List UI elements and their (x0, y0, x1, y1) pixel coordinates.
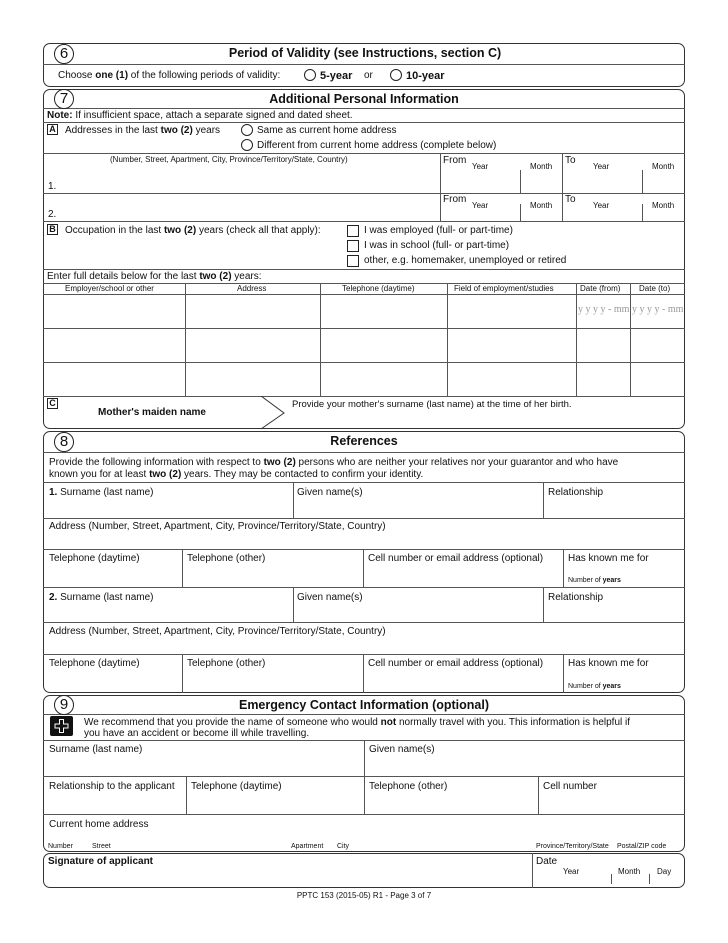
letter-a: A (47, 124, 58, 135)
emergency-address-label: Current home address (49, 819, 149, 830)
ref2-tel-day-label: Telephone (daytime) (49, 658, 140, 669)
date-to-placeholder: y y y y - mm (632, 304, 684, 315)
ref2-relationship-label: Relationship (548, 592, 604, 603)
occupation-prompt: Occupation in the last two (2) years (check all that apply): (65, 225, 321, 236)
ref2-known-label: Has known me for (568, 658, 649, 669)
ref2-address-label: Address (Number, Street, Apartment, City, Province/Territory/State, Country) (49, 626, 386, 637)
addr-city-label: City (337, 843, 350, 850)
school-label: I was in school (full- or part-time) (364, 240, 510, 251)
page-footer: PPTC 153 (2015-05) R1 - Page 3 of 7 (296, 891, 432, 900)
different-address-label: Different from current home address (complete below) (257, 140, 497, 151)
emergency-info-line1: We recommend that you provide the name of someone who would not normally travel with you. This information is helpful if (84, 717, 631, 728)
section8-title: References (330, 434, 398, 448)
signature-input[interactable] (48, 868, 528, 886)
checkbox-employed[interactable] (347, 225, 359, 237)
col-address: Address (237, 284, 267, 293)
emergency-tel-other-label: Telephone (other) (369, 781, 448, 792)
date-to-input[interactable] (631, 304, 684, 318)
ref1-cell-label: Cell number or email address (optional) (368, 553, 544, 564)
signature-day-label: Day (657, 867, 672, 876)
address-column-header: (Number, Street, Apartment, City, Province/Territory/State, Country) (110, 155, 348, 164)
medical-cross-icon (50, 716, 73, 736)
address2-input[interactable] (60, 196, 436, 220)
details-prompt: Enter full details below for the last two (2) years: (47, 271, 262, 282)
note-text: Note: If insufficient space, attach a separate signed and dated sheet. (47, 110, 353, 121)
col-telephone: Telephone (daytime) (342, 284, 415, 293)
section6-title: Period of Validity (see Instructions, section C) (228, 46, 502, 60)
arrow-shape (260, 396, 286, 430)
addresses-prompt: Addresses in the last two (2) years (65, 125, 221, 136)
ref1-given-label: Given name(s) (297, 487, 363, 498)
section6-number: 6 (54, 44, 74, 64)
emergency-given-label: Given name(s) (369, 744, 435, 755)
same-address-label: Same as current home address (257, 125, 397, 136)
option-5-year-label: 5-year (320, 70, 353, 82)
ref2-given-label: Given name(s) (297, 592, 363, 603)
row2-to-month: Month (652, 201, 675, 210)
addr-province-label: Province/Territory/State (536, 843, 609, 850)
signature-date-label: Date (536, 856, 558, 867)
emergency-cell-label: Cell number (543, 781, 597, 792)
emergency-relationship-label: Relationship to the applicant (49, 781, 175, 792)
signature-label: Signature of applicant (48, 856, 154, 867)
section7-number: 7 (54, 89, 74, 109)
ref2-tel-other-label: Telephone (other) (187, 658, 266, 669)
addr-postal-label: Postal/ZIP code (617, 843, 667, 850)
row1-number: 1. (48, 181, 57, 192)
row2-to-label: To (565, 194, 576, 205)
ref1-known-label: Has known me for (568, 553, 649, 564)
references-intro-line2: known you for at least two (2) years. They may be contacted to confirm your identity. (49, 469, 424, 480)
checkbox-school[interactable] (347, 240, 359, 252)
row2-number: 2. (48, 209, 57, 220)
maiden-name-input[interactable] (292, 412, 682, 427)
ref2-cell-label: Cell number or email address (optional) (368, 658, 544, 669)
ref1-tel-other-label: Telephone (other) (187, 553, 266, 564)
radio-10-year[interactable] (390, 69, 402, 81)
col-date-to: Date (to) (639, 284, 671, 293)
validity-prompt: Choose one (1) of the following periods of validity: (58, 70, 281, 81)
date-from-placeholder: y y y y - mm (578, 304, 629, 315)
ref1-surname-label: 1. Surname (last name) (49, 487, 154, 498)
radio-5-year[interactable] (304, 69, 316, 81)
addr-apartment-label: Apartment (291, 843, 324, 850)
maiden-name-instruction: Provide your mother's surname (last name) at the time of her birth. (292, 399, 572, 410)
row1-from-label: From (443, 155, 467, 166)
ref2-years-label: Number of years (568, 683, 621, 690)
row1-to-label: To (565, 155, 576, 166)
row1-to-month: Month (652, 162, 675, 171)
divider (43, 64, 685, 65)
signature-month-label: Month (618, 867, 641, 876)
employed-label: I was employed (full- or part-time) (364, 225, 513, 236)
row2-from-year: Year (472, 201, 489, 210)
col-field: Field of employment/studies (454, 284, 554, 293)
other-label: other, e.g. homemaker, unemployed or retired (364, 255, 567, 266)
ref1-years-label: Number of years (568, 577, 621, 584)
or-label: or (364, 70, 373, 81)
radio-different-address[interactable] (241, 139, 253, 151)
emergency-tel-day-label: Telephone (daytime) (191, 781, 282, 792)
addr-number-label: Number (48, 843, 73, 850)
col-employer: Employer/school or other (65, 284, 154, 293)
ref1-relationship-label: Relationship (548, 487, 604, 498)
row1-to-year: Year (593, 162, 610, 171)
ref1-tel-day-label: Telephone (daytime) (49, 553, 140, 564)
emergency-info-line2: you have an accident or become ill while travelling. (84, 728, 310, 739)
references-intro-line1: Provide the following information with respect to two (2) persons who are neither your relatives nor your guarantor and who have (49, 457, 619, 468)
row2-to-year: Year (593, 201, 610, 210)
row2-from-month: Month (530, 201, 553, 210)
addr-street-label: Street (92, 843, 111, 850)
ref1-address-label: Address (Number, Street, Apartment, City, Province/Territory/State, Country) (49, 521, 386, 532)
row1-from-year: Year (472, 162, 489, 171)
section8-number: 8 (54, 432, 74, 452)
row1-from-month: Month (530, 162, 553, 171)
row2-from-label: From (443, 194, 467, 205)
address1-input[interactable] (60, 166, 436, 192)
letter-b: B (47, 224, 58, 235)
date-from-input[interactable] (577, 304, 629, 318)
radio-same-address[interactable] (241, 124, 253, 136)
option-10-year-label: 10-year (406, 70, 445, 82)
section9-title: Emergency Contact Information (optional) (238, 698, 489, 712)
ref2-surname-label: 2. Surname (last name) (49, 592, 154, 603)
letter-c: C (47, 398, 58, 409)
signature-year-label: Year (563, 867, 580, 876)
checkbox-other[interactable] (347, 255, 359, 267)
maiden-name-label: Mother's maiden name (98, 407, 206, 418)
emergency-surname-label: Surname (last name) (49, 744, 143, 755)
section7-title: Additional Personal Information (269, 92, 459, 106)
section9-number: 9 (54, 695, 74, 715)
col-date-from: Date (from) (580, 284, 621, 293)
